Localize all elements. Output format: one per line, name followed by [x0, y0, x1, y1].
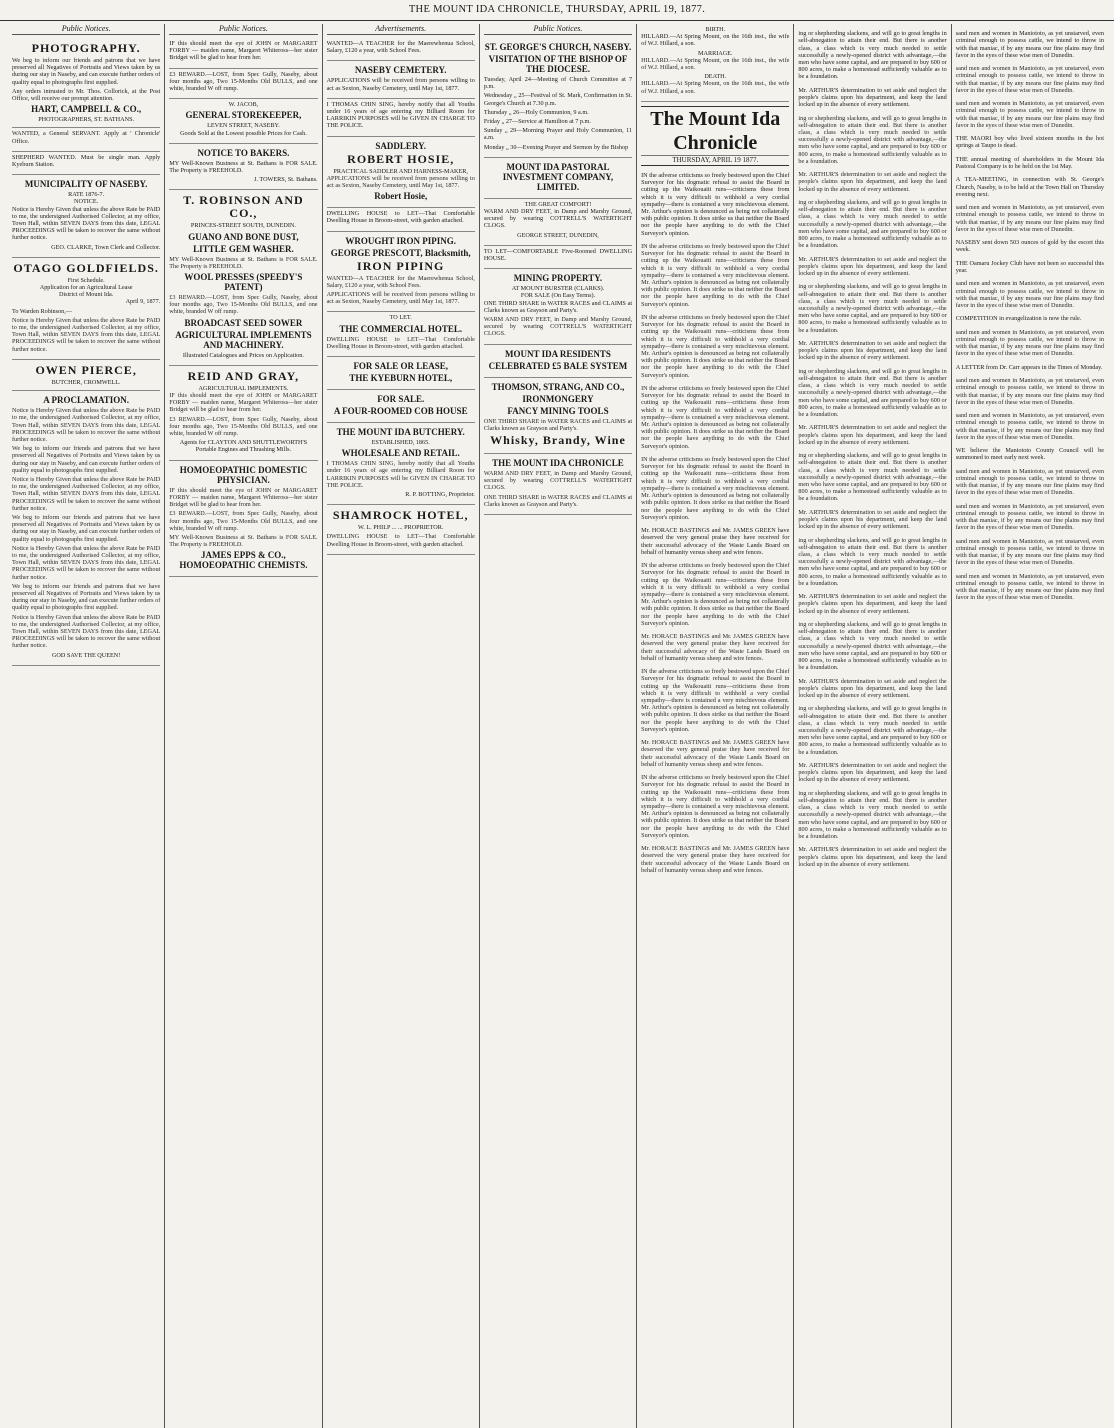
ad-sign: J. TOWERS, St. Bathans.	[254, 176, 318, 184]
butchery-ad	[327, 423, 475, 505]
editorial-text: Mr. ARTHUR'S determination to set aside and neglect the people's claims upon his department, and keep the land locked up in the absence of every settlement.	[798, 762, 947, 784]
column-3	[323, 24, 480, 1428]
editorial-text: sand men and women in Maniototo, as yet unstarved, even criminal enough to possess cattle, we intend to throw in with that maniac, if by any means our fine plains may find favor in the eyes of these wise men of Dunedin.	[955, 412, 1104, 441]
ad-text: Illustrated Catalogues and Prices on Application.	[182, 351, 304, 359]
column-6	[794, 24, 951, 1428]
editorial-text: sand men and women in Maniototo, as yet unstarved, even criminal enough to possess cattle, we intend to throw in with that maniac, if by any means our fine plains may find favor in the eyes of these wise men of Dunedin.	[955, 328, 1104, 358]
ad-sign: W. L. PHILP ... ... PROPRIETOR.	[358, 524, 444, 532]
ad-title: THE MOUNT IDA CHRONICLE	[492, 458, 624, 469]
ad-item: GUANO AND BONE DUST,	[188, 231, 299, 242]
column-heading: Public Notices.	[12, 24, 160, 35]
editorial-text: Mr. HORACE BASTINGS and Mr. JAMES GREEN have deserved the very general praise they have received for their successful advocacy of the Waste Lands Board on behalf of humanity versus sheep and wire fences.	[641, 739, 790, 768]
ad-text: HILLARD.—At Spring Mount, on the 16th inst., the wife of W.J. Hillard, a son.	[641, 56, 790, 72]
editorial-text: Mr. ARTHUR'S determination to set aside and neglect the people's claims upon his department, and keep the land locked up in the absence of every settlement.	[798, 171, 947, 193]
news-item: WE believe the Maniototo County Council will be summoned to meet early next week.	[955, 447, 1104, 462]
ad-text: APPLICATIONS will be received from persons willing to act as Sexton, Naseby Cemetery, until May 1st, 1877.	[326, 174, 475, 190]
ad-title: NOTICE TO BAKERS.	[197, 147, 290, 158]
ad-sub: GEORGE PRESCOTT, Blacksmith,	[330, 247, 471, 258]
chin-sing-ad	[327, 99, 475, 137]
schedule-row: Tuesday, April 24—Meeting of Church Committee at 7 p.m.	[483, 76, 633, 91]
masthead-date: THURSDAY, APRIL 19 1877.	[641, 155, 789, 165]
ad-text: MY Well-Known Business at St. Bathans is FOR SALE. The Property is FREEHOLD.	[169, 255, 318, 270]
chronicle-ad	[484, 454, 632, 515]
robinson-ad	[169, 190, 317, 365]
editorial-text: sand men and women in Maniototo, as yet unstarved, even criminal enough to possess cattle, we intend to throw in with that maniac, if by any means our fine plains may find favor in the eyes of these wise men of Dunedin.	[955, 377, 1104, 406]
ad-text: Notice is Hereby Given that unless the above Rate be PAID to me, the undersigned Authorised Collector, at my office, Town Hall, within SEVEN DAYS from this date, LEGAL PROCEEDINGS will be taken to recover the same without further notice.	[12, 316, 161, 353]
editorial-text: sand men and women in Maniototo, as yet unstarved, even criminal enough to possess cattle, we intend to throw in with that maniac, if by any means our fine plains may find favor in the eyes of these wise men of Dunedin.	[955, 502, 1104, 532]
ad-title: THOMSON, STRANG, AND CO.,	[491, 381, 625, 392]
church-ad	[484, 38, 632, 158]
ad-sub: PRACTICAL SADDLER AND HARNESS-MAKER,	[333, 167, 468, 175]
editorial-text: ing or shepherding slackens, and will go to great lengths in self-abnegation to attain their end. But there is another class, a class which is very much needed to settle successfully a newly-opened district with advantage,—the men who have some capital, and are prepared to buy 600 or 800 acres, to make a homestead sufficiently valuable as to be a foundation.	[798, 367, 947, 419]
column-5	[637, 24, 794, 1428]
ad-title: MUNICIPALITY OF NASEBY.	[24, 179, 148, 190]
ad-item: BROADCAST SEED SOWER	[184, 317, 303, 328]
ad-title: OTAGO GOLDFIELDS.	[13, 260, 159, 275]
editorial-text: IN the adverse criticisms so freely bestowed upon the Chief Surveyor for his dogmatic refusal to assist the Board in cutting up the Waikouaiti runs—criticisms these from which it is very difficult to withhold a very cordial sympathy—there is contained a very mischievous element. Mr. Arthur's opinion is denounced as being not collaterally with public opinion. It does strike us that neither the Board nor the people have anything to do with the Chief Surveyor's opinion.	[641, 243, 790, 308]
editorial-text: sand men and women in Maniototo, as yet unstarved, even criminal enough to possess cattle, we intend to throw in with that maniac, if by any means our fine plains may find favor in the eyes of these wise men of Dunedin.	[955, 537, 1104, 567]
ad-sub: WHOLESALE AND RETAIL.	[341, 448, 460, 459]
ad-date: April 9, 1877.	[125, 298, 161, 306]
editorial-text: sand men and women in Maniototo, as yet unstarved, even criminal enough to possess cattle, we intend to throw in with that maniac, if by any means our fine plains may find favor in the eyes of these wise men of Dunedin.	[955, 204, 1104, 233]
photography-ad	[12, 38, 160, 128]
ad-title: NASEBY CEMETERY.	[354, 65, 447, 76]
ad-text: £3 REWARD.—LOST, from Spec Gully, Naseby, about four months ago, Two 15-Months Old BULLS, and one white, branded W off rump.	[169, 510, 318, 532]
editorial-text: ing or shepherding slackens, and will go to great lengths in self-abnegation to attain their end. But there is another class, a class which is very much needed to settle successfully a newly-opened district with advantage,—the men who have some capital, and are prepared to buy 600 or 800 acres, to make a homestead sufficiently valuable as to be a foundation.	[798, 30, 947, 81]
news-item: THE MAORI boy who lived sixteen months in the hot springs at Taupo is dead.	[955, 135, 1104, 150]
ad-item: Whisky, Brandy, Wine	[490, 433, 626, 448]
editorial-text: ing or shepherding slackens, and will go to great lengths in self-abnegation to attain their end. But there is another class, a class which is very much needed to settle successfully a newly-opened district with advantage,—the men who have some capital, and are prepared to buy 600 or 800 acres, to make a homestead sufficiently valuable as to be a foundation.	[798, 199, 947, 250]
ad-text: I THOMAS CHIN SING, hereby notify that all Youths under 16 years of age entering my Billiard Room for LARRIKIN PURPOSES will be GIVEN IN CHARGE TO THE POLICE.	[326, 460, 475, 489]
commercial-ad	[327, 312, 475, 357]
ad-closing: GOD SAVE THE QUEEN!	[51, 651, 121, 659]
shepherd-ad	[12, 152, 160, 175]
ad-text: Notice is Hereby Given that unless the above Rate be PAID to me, the undersigned Authorised Collector, at my office, Town Hall, within SEVEN DAYS from this date, LEGAL PROCEEDINGS will be taken to recover the same without further notice.	[12, 205, 161, 242]
cob-house-ad	[327, 390, 475, 423]
ad-sign: R. P. BOTTING, Proprietor.	[405, 491, 475, 499]
ad-sub: AT MOUNT BURSTER (CLARKS).	[511, 285, 605, 293]
editorial-text: IN the adverse criticisms so freely bestowed upon the Chief Surveyor for his dogmatic refusal to assist the Board in cutting up the Waikouaiti runs—criticisms these from which it is very difficult to withhold a very cordial sympathy—there is contained a very mischievous element. Mr. Arthur's opinion is denounced as being not collaterally with public opinion. It does strike us that neither the Board nor the people have anything to do with the Chief Surveyor's opinion.	[641, 172, 790, 237]
ad-title: REID AND GRAY,	[187, 368, 300, 383]
column-4	[480, 24, 637, 1428]
ad-text: HILLARD.—At Spring Mount, on the 16th inst., the wife of W.J. Hillard, a son.	[641, 33, 790, 48]
editorial-text: IN the adverse criticisms so freely bestowed upon the Chief Surveyor for his dogmatic refusal to assist the Board in cutting up the Waikouaiti runs—criticisms these from which it is very difficult to withhold a very cordial sympathy—there is contained a very mischievous element. Mr. Arthur's opinion is denounced as being not collaterally with public opinion. It does strike us that neither the Board nor the people have anything to do with the Chief Surveyor's opinion.	[641, 385, 790, 450]
news-item: THE Oamaru Jockey Club have not been so successful this year.	[955, 259, 1104, 274]
ad-text: We beg to inform our friends and patrons that we have preserved all Negatives of Portraits and Views taken by us during our stay in Naseby, and can execute further orders of quality equal to photographs first supplied.	[12, 445, 161, 474]
ad-text: DWELLING HOUSE to LET—That Comfortable Dwelling House in Broom-street, with garden attached.	[326, 210, 475, 225]
ad-text: IF this should meet the eye of JOHN or MARGARET FORBY — maiden name, Margaret Whiteross—her sister Bridget will be glad to hear from her.	[169, 40, 318, 62]
editorial-text: Mr. ARTHUR'S determination to set aside and neglect the people's claims upon his department, and keep the land locked up in the absence of every settlement.	[798, 340, 947, 362]
ad-text: Goods Sold at the Lowest possible Prices for Cash.	[180, 129, 307, 137]
editorial-text: sand men and women in Maniototo, as yet unstarved, even criminal enough to possess cattle, we intend to throw in with that maniac, if by any means our fine plains may find favor in the eyes of these wise men of Dunedin.	[955, 65, 1104, 94]
editorial-text: IN the adverse criticisms so freely bestowed upon the Chief Surveyor for his dogmatic refusal to assist the Board in cutting up the Waikouaiti runs—criticisms these from which it is very difficult to withhold a very cordial sympathy—there is contained a very mischievous element. Mr. Arthur's opinion is denounced as being not collaterally with public opinion. It does strike us that neither the Board nor the people have anything to do with the Chief Surveyor's opinion.	[641, 314, 790, 379]
ad-text: WARM AND DRY FEET, in Damp and Marshy Ground, secured by wearing COTTRELL'S WATERTIGHT CLOGS.	[483, 208, 633, 230]
column-7	[952, 24, 1108, 1428]
editorial-text: ing or shepherding slackens, and will go to great lengths in self-abnegation to attain their end. But there is another class, a class which is very much needed to settle successfully a newly-opened district with advantage,—the men who have some capital, and are prepared to buy 600 or 800 acres, to make a homestead sufficiently valuable as to be a foundation.	[798, 283, 947, 334]
editorial-text: IN the adverse criticisms so freely bestowed upon the Chief Surveyor for his dogmatic refusal to assist the Board in cutting up the Waikouaiti runs—criticisms these from which it is very difficult to withhold a very cordial sympathy—there is contained a very mischievous element. Mr. Arthur's opinion is denounced as being not collaterally with public opinion. It does strike us that neither the Board nor the people have anything to do with the Chief Surveyor's opinion.	[641, 668, 790, 733]
investment-ad	[484, 158, 632, 199]
news-item: NASEBY sent down 503 ounces of gold by the escort this week.	[955, 239, 1104, 254]
homoeopathic-ad	[169, 461, 317, 578]
ad-sub: THE GREAT COMFORT!	[524, 200, 592, 208]
residents-ad	[484, 345, 632, 378]
editorial-text: Mr. ARTHUR'S determination to set aside and neglect the people's claims upon his department, and keep the land locked up in the absence of every settlement.	[798, 677, 947, 700]
ad-sign: GEO. CLARKE, Town Clerk and Collector.	[51, 243, 161, 251]
ad-text: WANTED—A TEACHER for the Maerewhenua School, Salary, £120 a year, with School Fees.	[326, 274, 475, 289]
births-notices	[641, 24, 789, 102]
ad-title: HOMOEOPATHIC DOMESTIC PHYSICIAN.	[179, 464, 308, 485]
ad-title: A FOUR-ROOMED COB HOUSE	[333, 406, 468, 417]
ad-text: Notice is Hereby Given that unless the above Rate be PAID to me, the undersigned Authorised Collector, at my office, Town Hall, within SEVEN DAYS from this date, LEGAL PROCEEDINGS will be taken to recover the same without further notice.	[12, 407, 161, 443]
ad-sub: BUTCHER, CROMWELL.	[51, 378, 121, 386]
ad-text: We beg to inform our friends and patrons that we have preserved all Negatives of Portraits and Views taken by us during our stay in Naseby, and can execute further orders of quality equal to photographs first supplied.	[12, 582, 161, 612]
ad-sub: AGRICULTURAL IMPLEMENTS.	[198, 384, 289, 392]
editorial-text: sand men and women in Maniototo, as yet unstarved, even criminal enough to possess cattle, we intend to throw in with that maniac, if by any means our fine plains may find favor in the eyes of these wise men of Dunedin.	[955, 100, 1104, 129]
ad-title: PHOTOGRAPHY.	[31, 41, 141, 55]
goldfields-ad	[12, 258, 160, 360]
reward-ad	[169, 69, 317, 100]
ad-title: SHAMROCK HOTEL,	[332, 508, 469, 523]
ad-item: LITTLE GEM WASHER.	[193, 243, 294, 254]
ad-title: ROBERT HOSIE,	[347, 151, 455, 166]
ad-item: AGRICULTURAL IMPLEMENTS AND MACHINERY.	[175, 329, 312, 350]
bakers-ad	[169, 144, 317, 191]
editorial-text: Mr. ARTHUR'S determination to set aside and neglect the people's claims upon his department, and keep the land locked up in the absence of every settlement.	[798, 508, 947, 531]
ad-text: I THOMAS CHIN SING, hereby notify that all Youths under 16 years of age entering my Billiard Room for LARRIKIN PURPOSES will be GIVEN IN CHARGE TO THE POLICE.	[326, 100, 475, 130]
ad-sub: First Schedule.	[67, 276, 105, 284]
teacher-ad	[327, 38, 475, 61]
ad-sub: VISITATION OF THE BISHOP OF THE DIOCESE.	[488, 54, 628, 74]
saddlery-ad	[327, 137, 475, 209]
editorial-text: Mr. ARTHUR'S determination to set aside and neglect the people's claims upon his department, and keep the land locked up in the absence of every settlement.	[798, 255, 947, 278]
editorial-text: sand men and women in Maniototo, as yet unstarved, even criminal enough to possess cattle, we intend to throw in with that maniac, if by any means our fine plains may find favor in the eyes of these wise men of Dunedin.	[955, 572, 1104, 602]
ad-title: T. ROBINSON AND CO.,	[183, 193, 304, 221]
ad-title: A PROCLAMATION.	[43, 395, 130, 406]
news-item: THE annual meeting of shareholders in the Mount Ida Pastoral Company is to be held on the 1st May.	[955, 155, 1104, 170]
editorial-text: ing or shepherding slackens, and will go to great lengths in self-abnegation to attain their end. But there is another class, a class which is very much needed to settle successfully a newly-opened district with advantage,—the men who have some capital, and are prepared to buy 600 or 800 acres, to make a homestead sufficiently valuable as to be a foundation.	[798, 536, 947, 587]
ad-text: APPLICATIONS will be received from persons willing to act as Sexton, Naseby Cemetery, until May 1st, 1877.	[326, 77, 475, 92]
masthead-title: The Mount Ida Chronicle	[650, 107, 781, 154]
ad-sub: PRINCES-STREET SOUTH, DUNEDIN.	[190, 222, 296, 230]
thomson-ad	[484, 378, 632, 454]
editorial-text: ing or shepherding slackens, and will go to great lengths in self-abnegation to attain their end. But there is another class, a class which is very much needed to settle successfully a newly-opened district with advantage,—the men who have some capital, and are prepared to buy 600 or 800 acres, to make a homestead sufficiently valuable as to be a foundation.	[798, 789, 947, 841]
ad-text: Notice is Hereby Given that unless the above Rate be PAID to me, the undersigned Authorised Collector, at my office, Town Hall, within SEVEN DAYS from this date, LEGAL PROCEEDINGS will be taken to recover the same without further notice.	[12, 613, 161, 650]
ad-item: WOOL PRESSES (SPEEDY'S PATENT)	[184, 272, 303, 293]
schedule-row: Sunday „ 29—Morning Prayer and Holy Communion, 11 a.m.	[483, 127, 633, 142]
column-heading: Advertisements.	[327, 24, 475, 35]
editorial-text: Mr. HORACE BASTINGS and Mr. JAMES GREEN have deserved the very general praise they have received for their successful advocacy of the Waste Lands Board on behalf of humanity versus sheep and wire fences.	[641, 633, 790, 662]
editorial-text: sand men and women in Maniototo, as yet unstarved, even criminal enough to possess cattle, we intend to throw in with that maniac, if by any means our fine plains may find favor in the eyes of these wise men of Dunedin.	[955, 280, 1104, 309]
editorial-text: Mr. ARTHUR'S determination to set aside and neglect the people's claims upon his department, and keep the land locked up in the absence of every settlement.	[798, 846, 947, 868]
ad-item: Robert Hosie,	[374, 191, 428, 202]
editorial-text: sand men and women in Maniototo, as yet unstarved, even criminal enough to possess cattle, we intend to throw in with that maniac, if by any means our fine plains may find favor in the eyes of these wise men of Dunedin.	[955, 30, 1104, 59]
ad-text: WANTED, a General SERVANT. Apply at ' Chronicle' Office.	[12, 130, 161, 145]
ad-title: THE COMMERCIAL HOTEL.	[339, 323, 463, 334]
schedule-row: Monday „ 30—Evening Prayer and Sermon by the Bishop	[483, 143, 629, 151]
ad-sub: W. JACOB,	[228, 101, 259, 109]
ad-text: ONE THIRD SHARE in WATER RACES and CLAIMS at Clarks known as Grayson and Party's.	[483, 299, 633, 314]
ad-sub: IRONMONGERY	[522, 393, 594, 404]
ad-text: DWELLING HOUSE to LET—That Comfortable Dwelling House in Broom-street, with garden attached.	[326, 335, 475, 350]
kyeburn-ad	[327, 357, 475, 390]
ad-sub: CELEBRATED £5 BALE SYSTEM	[488, 360, 628, 371]
ad-text: ONE THIRD SHARE in WATER RACES and CLAIMS at Clarks known as Grayson and Party's.	[483, 493, 633, 508]
ad-text: We beg to inform our friends and patrons that we have preserved all Negatives of Portraits and Views taken by us during our stay in Naseby, and can execute further orders of quality equal to photographs first supplied.	[12, 57, 161, 86]
ad-text: WARM AND DRY FEET, in Damp and Marshy Ground, secured by wearing COTTRELL'S WATERTIGHT CLOGS.	[483, 470, 633, 492]
ad-text: WANTED—A TEACHER for the Maerewhenua School, Salary, £120 a year, with School Fees.	[326, 40, 475, 55]
ad-text: Notice is Hereby Given that unless the above Rate be PAID to me, the undersigned Authorised Collector, at my office, Town Hall, within SEVEN DAYS from this date, LEGAL PROCEEDINGS will be taken to recover the same without further notice.	[12, 544, 161, 581]
ad-text: Notice is Hereby Given that unless the above Rate be PAID to me, the undersigned Authorised Collector, at my office, Town Hall, within SEVEN DAYS from this date, LEGAL PROCEEDINGS will be taken to recover the same without further notice.	[12, 475, 161, 512]
ad-text: £3 REWARD.—LOST, from Spec Gully, Naseby, about four months ago, Two 15-Months Old BULLS, and one white, branded W off rump.	[169, 70, 318, 93]
ad-text: £3 REWARD.—LOST, from Spec Gully, Naseby, about four months ago, Two 15-Months Old BULLS, and one white, branded W off rump.	[169, 415, 318, 438]
column-heading: Public Notices.	[169, 24, 317, 35]
ad-text: TO LET—COMFORTABLE Five-Roomed DWELLING HOUSE.	[483, 247, 633, 263]
proclamation-ad	[12, 391, 160, 666]
ad-sub: FOR SALE.	[377, 394, 425, 405]
ad-title: OWEN PIERCE,	[35, 362, 137, 377]
ad-sub: FOR SALE (On Easy Terms).	[520, 292, 596, 300]
missing-ad	[169, 38, 317, 69]
editorial-text: ing or shepherding slackens, and will go to great lengths in self-abnegation to attain their end. But there is another class, a class which is very much needed to settle successfully a newly-opened district with advantage,—the men who have some capital, and are prepared to buy 600 or 800 acres, to make a homestead sufficiently valuable as to be a foundation.	[798, 621, 947, 672]
editorial-text: Mr. HORACE BASTINGS and Mr. JAMES GREEN have deserved the very general praise they have received for their successful advocacy of the Waste Lands Board on behalf of humanity versus sheep and wire fences.	[641, 527, 790, 556]
editorial-text: Mr. HORACE BASTINGS and Mr. JAMES GREEN have deserved the very general praise they have received for their successful advocacy of the Waste Lands Board on behalf of humanity versus sheep and wire fences.	[641, 845, 790, 874]
ad-item: IRON PIPING	[357, 258, 445, 273]
news-item: A TEA-MEETING, in connection with St. George's Church, Naseby, is to be held at the Town Hall on Thursday evening next.	[955, 176, 1104, 198]
municipality-ad	[12, 175, 160, 258]
ad-sign: JAMES EPPS & CO., HOMOEOPATHIC CHEMISTS.	[179, 550, 308, 571]
ad-title: SADDLERY.	[375, 140, 427, 151]
ad-text: Any orders intrusted to Mr. Thos. Collorick, at the Post Office, will receive our prompt attention.	[12, 87, 161, 103]
ad-sub: TO LET.	[389, 314, 412, 322]
ad-text: We beg to inform our friends and patrons that we have preserved all Negatives of Portraits and Views taken by us during our stay in Naseby, and can execute further orders of quality equal to photographs first supplied.	[12, 513, 161, 543]
editorial-text: sand men and women in Maniototo, as yet unstarved, even criminal enough to possess cattle, we intend to throw in with that maniac, if by any means our fine plains may find favor in the eyes of these wise men of Dunedin.	[955, 467, 1104, 497]
butcher-ad	[12, 360, 160, 391]
ad-sub: ESTABLISHED, 1865.	[371, 439, 430, 447]
ad-text: ONE THIRD SHARE in WATER RACES and CLAIMS at Clarks known as Grayson and Party's.	[483, 417, 633, 432]
ad-title: ST. GEORGE'S CHURCH, NASEBY.	[484, 42, 632, 52]
editorial-text: Mr. ARTHUR'S determination to set aside and neglect the people's claims upon his department, and keep the land locked up in the absence of every settlement.	[798, 86, 947, 109]
column-2	[165, 24, 322, 1428]
schedule-row: Thursday „ 26—Holy Communion, 9 a.m.	[483, 108, 589, 116]
ad-title: GENERAL STOREKEEPER,	[185, 110, 302, 121]
news-item: COMPETITION in evangelization is now the rule.	[955, 315, 1082, 323]
editorial-text: IN the adverse criticisms so freely bestowed upon the Chief Surveyor for his dogmatic refusal to assist the Board in cutting up the Waikouaiti runs—criticisms these from which it is very difficult to withhold a very cordial sympathy—there is contained a very mischievous element. Mr. Arthur's opinion is denounced as being not collaterally with public opinion. It does strike us that neither the Board nor the people have anything to do with the Chief Surveyor's opinion.	[641, 562, 790, 627]
ad-sub: MARRIAGE.	[697, 49, 733, 57]
columns	[8, 24, 1108, 1428]
ad-text: £3 REWARD.—LOST, from Spec Gully, Naseby, about four months ago, Two 15-Months Old BULLS, and one white, branded W off rump.	[169, 294, 318, 316]
page-header: THE MOUNT IDA CHRONICLE, THURSDAY, APRIL 19, 1877.	[0, 0, 1114, 21]
iron-ad	[327, 232, 475, 313]
ad-title: MOUNT IDA RESIDENTS	[505, 348, 611, 359]
clogs-ad	[484, 199, 632, 246]
ad-text: IF this should meet the eye of JOHN or MARGARET FORBY — maiden name, Margaret Whiteross—her sister Bridget will be glad to hear from her.	[169, 392, 318, 414]
ad-title: MOUNT IDA PASTORAL INVESTMENT COMPANY, LIMITED.	[502, 161, 614, 192]
ad-text: To Warden Robinson,—	[12, 307, 72, 315]
ad-text: IF this should meet the eye of JOHN or MARGARET FORBY — maiden name, Margaret Whiteross—her sister Bridget will be glad to hear from her.	[169, 486, 318, 509]
news-item: A LETTER from Dr. Carr appears in the Times of Monday.	[955, 363, 1103, 371]
editorial-text: IN the adverse criticisms so freely bestowed upon the Chief Surveyor for his dogmatic refusal to assist the Board in cutting up the Waikouaiti runs—criticisms these from which it is very difficult to withhold a very cordial sympathy—there is contained a very mischievous element. Mr. Arthur's opinion is denounced as being not collaterally with public opinion. It does strike us that neither the Board nor the people have anything to do with the Chief Surveyor's opinion.	[641, 456, 790, 521]
ad-text: HILLARD.—At Spring Mount, on the 16th inst., the wife of W.J. Hillard, a son.	[641, 80, 790, 95]
ad-sub: FANCY MINING TOOLS	[507, 405, 609, 416]
editorial-text: IN the adverse criticisms so freely bestowed upon the Chief Surveyor for his dogmatic refusal to assist the Board in cutting up the Waikouaiti runs—criticisms these from which it is very difficult to withhold a very cordial sympathy—there is contained a very mischievous element. Mr. Arthur's opinion is denounced as being not collaterally with public opinion. It does strike us that neither the Board nor the people have anything to do with the Chief Surveyor's opinion.	[641, 774, 790, 839]
ad-text: APPLICATIONS will be received from persons willing to act as Sexton, Naseby Cemetery, until May 1st, 1877.	[326, 291, 475, 306]
tolet-ad	[484, 246, 632, 269]
ad-title: MINING PROPERTY.	[513, 273, 603, 284]
mining-property-ad	[484, 269, 632, 344]
ad-title: WROUGHT IRON PIPING.	[345, 235, 456, 246]
ad-text: WARM AND DRY FEET, in Damp and Marshy Ground, secured by wearing COTTRELL'S WATERTIGHT CLOGS.	[483, 316, 633, 338]
ad-sub: GEORGE STREET, DUNEDIN,	[517, 231, 599, 239]
ad-text: MY Well-Known Business at St. Bathans is FOR SALE. The Property is FREEHOLD.	[169, 533, 318, 549]
schedule-row: Wednesday „ 25—Festival of St. Mark, Confirmation in St. George's Church at 7.30 p.m.	[483, 92, 633, 107]
ad-text: DWELLING HOUSE to LET—That Comfortable Dwelling House in Broom-street, with garden attached.	[326, 533, 475, 548]
editorial-text: ing or shepherding slackens, and will go to great lengths in self-abnegation to attain their end. But there is another class, a class which is very much needed to settle successfully a newly-opened district with advantage,—the men who have some capital, and are prepared to buy 600 or 800 acres, to make a homestead sufficiently valuable as to be a foundation.	[798, 114, 947, 165]
masthead	[641, 106, 789, 166]
ad-sub: DEATH.	[704, 73, 727, 81]
ad-text: SHEPHERD WANTED. Must be single man. Apply Kyeburn Station.	[12, 153, 161, 169]
servant-ad	[12, 128, 160, 151]
editorial-text: ing or shepherding slackens, and will go to great lengths in self-abnegation to attain their end. But there is another class, a class which is very much needed to settle successfully a newly-opened district with advantage,—the men who have some capital, and are prepared to buy 600 or 800 acres, to make a homestead sufficiently valuable as to be a foundation.	[798, 452, 947, 503]
ad-title: THE KYEBURN HOTEL,	[349, 373, 453, 384]
schedule-row: Friday „ 27—Service at Hamilton at 7 p.m.	[483, 118, 591, 126]
ad-firm: HART, CAMPBELL & CO.,	[31, 104, 142, 115]
editorial-text: Mr. ARTHUR'S determination to set aside and neglect the people's claims upon his department, and keep the land locked up in the absence of every settlement.	[798, 424, 947, 446]
ad-sub: LEVEN STREET, NASEBY.	[207, 122, 280, 130]
ad-title: THE MOUNT IDA BUTCHERY.	[336, 427, 465, 438]
ad-sub: Application for an Agricultural Lease	[39, 284, 133, 292]
ad-text: MY Well-Known Business at St. Bathans is FOR SALE. The Property is FREEHOLD.	[169, 159, 318, 175]
storekeeper-ad	[169, 99, 317, 144]
column-1	[8, 24, 165, 1428]
ad-sub: NOTICE.	[74, 198, 99, 206]
ad-firm-sub: PHOTOGRAPHERS, ST. BATHANS.	[38, 116, 135, 124]
editorial-text: ing or shepherding slackens, and will go to great lengths in self-abnegation to attain their end. But there is another class, a class which is very much needed to settle successfully a newly-opened district with advantage,—the men who have some capital, and are prepared to buy 600 or 800 acres, to make a homestead sufficiently valuable as to be a foundation.	[798, 705, 947, 756]
ad-text: Agents for CLAYTON AND SHUTTLEWORTH'S Portable Engines and Thrashing Mills.	[179, 439, 308, 454]
ad-sub: FOR SALE OR LEASE,	[353, 361, 448, 372]
editorial-text: Mr. ARTHUR'S determination to set aside and neglect the people's claims upon his department, and keep the land locked up in the absence of every settlement.	[798, 593, 947, 615]
shamrock-ad	[327, 505, 475, 555]
column-heading: Public Notices.	[484, 24, 632, 35]
ad-sub: BIRTH.	[705, 26, 726, 33]
ad-sub: RATE 1876-7.	[68, 191, 105, 199]
ad-sub: District of Mount Ida.	[58, 291, 114, 299]
reid-gray-ad	[169, 366, 317, 461]
cemetery-ad	[327, 61, 475, 98]
dwelling-ad	[327, 208, 475, 231]
